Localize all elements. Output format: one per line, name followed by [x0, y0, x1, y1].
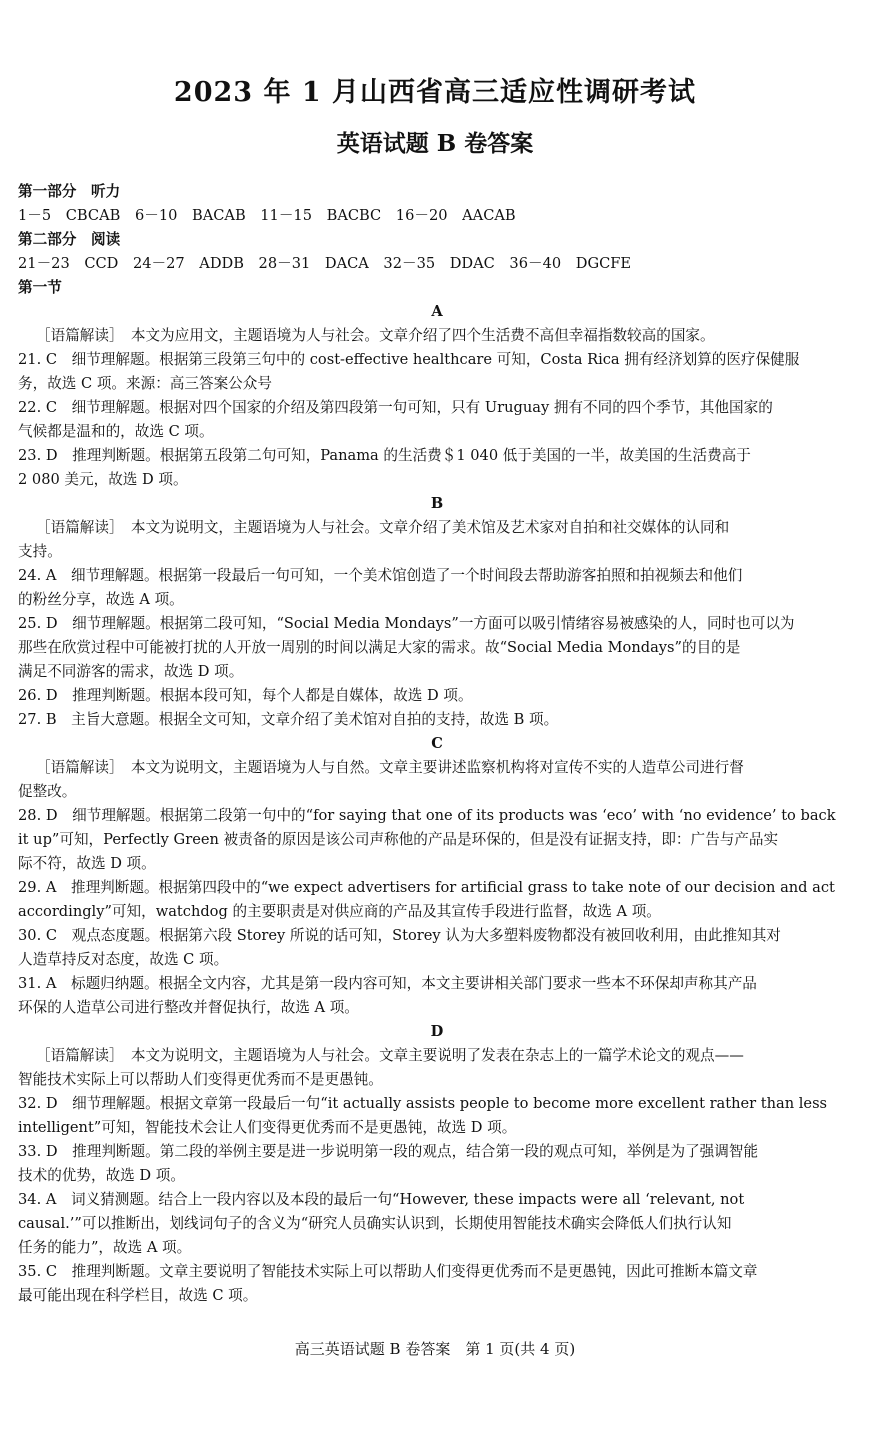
text-line: 最可能出现在科学栏目，故选 C 项。: [18, 1287, 258, 1304]
text-line: intelligent”可知，智能技术会让人们变得更优秀而不是更愚钝，故选 D 项。: [18, 1119, 517, 1136]
answer-body: [18, 180, 856, 1308]
section-heading: 第二部分 阅读: [18, 231, 121, 248]
passage-summary: ［语篇解读］ 本文为说明文，主题语境为人与自然。文章主要讲述监察机构将对宣传不实的人造草公司进行督: [36, 759, 744, 776]
text-line: 23. D 推理判断题。根据第五段第二句可知，Panama 的生活费＄1 040 低于美国的一半，故美国的生活费高于: [18, 447, 751, 464]
text-line: 2 080 美元，故选 D 项。: [18, 471, 188, 488]
text-line: 那些在欣赏过程中可能被打扰的人开放一周别的时间以满足大家的需求。故“Social Media Mondays”的目的是: [18, 639, 741, 656]
passage-heading: C: [431, 735, 443, 752]
text-line: 33. D 推理判断题。第二段的举例主要是进一步说明第一段的观点，结合第一段的观点可知，举例是为了强调智能: [18, 1143, 759, 1160]
text-line: 31. A 标题归纳题。根据全文内容，尤其是第一段内容可知，本文主要讲相关部门要求一些本不环保却声称其产品: [18, 975, 757, 992]
answer-key-subtitle: 英语试题 B 卷答案: [336, 130, 534, 157]
text-line: 促整改。: [18, 783, 77, 800]
passage-summary: ［语篇解读］ 本文为说明文，主题语境为人与社会。文章介绍了美术馆及艺术家对自拍和社交媒体的认同和: [36, 519, 730, 536]
passage-heading: A: [431, 303, 443, 320]
text-line: 21. C 细节理解题。根据第三段第三句中的 cost-effective healthcare 可知，Costa Rica 拥有经济划算的医疗保健服: [18, 351, 800, 368]
exam-title: 2023 年 1 月山西省高三适应性调研考试: [173, 77, 697, 108]
text-line: 28. D 细节理解题。根据第二段第一句中的“for saying that one of its products was ‘eco’ with ‘no evidence’ to back: [18, 807, 836, 824]
text-line: 32. D 细节理解题。根据文章第一段最后一句“it actually assists people to become more excellent rather than less: [18, 1095, 828, 1112]
text-line: 22. C 细节理解题。根据对四个国家的介绍及第四段第一句可知，只有 Uruguay 拥有不同的四个季节，其他国家的: [18, 399, 773, 416]
text-line: 27. B 主旨大意题。根据全文可知，文章介绍了美术馆对自拍的支持，故选 B 项。: [18, 711, 559, 728]
text-line: it up”可知，Perfectly Green 被责备的原因是该公司声称他的产品是环保的，但是没有证据支持，即：广告与产品实: [18, 831, 779, 848]
text-line: 26. D 推理判断题。根据本段可知，每个人都是自媒体，故选 D 项。: [18, 687, 473, 704]
text-line: 29. A 推理判断题。根据第四段中的“we expect advertisers for artificial grass to take note of our decision and act: [18, 879, 835, 896]
text-line: 的粉丝分享，故选 A 项。: [18, 591, 184, 608]
page-footer: 高三英语试题 B 卷答案 第 1 页(共 4 页): [294, 1340, 576, 1358]
text-line: accordingly”可知，watchdog 的主要职责是对供应商的产品及其宣传手段进行监督，故选 A 项。: [18, 903, 661, 920]
text-line: 人造草持反对态度，故选 C 项。: [18, 951, 229, 968]
text-line: 24. A 细节理解题。根据第一段最后一句可知，一个美术馆创造了一个时间段去帮助游客拍照和拍视频去和他们: [18, 567, 743, 584]
text-line: 满足不同游客的需求，故选 D 项。: [18, 663, 244, 680]
text-line: 25. D 细节理解题。根据第二段可知，“Social Media Mondays”一方面可以吸引情绪容易被感染的人，同时也可以为: [18, 615, 795, 632]
text-line: 支持。: [18, 543, 62, 560]
text-line: 任务的能力”，故选 A 项。: [18, 1239, 192, 1256]
passage-summary: ［语篇解读］ 本文为应用文，主题语境为人与社会。文章介绍了四个生活费不高但幸福指数较高的国家。: [36, 327, 715, 344]
section-heading: 第一部分 听力: [18, 183, 121, 200]
passage-heading: B: [430, 495, 444, 512]
passage-heading: D: [430, 1023, 444, 1040]
text-line: causal.’”可以推断出，划线词句子的含义为“研究人员确实认识到，长期使用智能技术确实会降低人们执行认知: [18, 1215, 732, 1232]
text-line: 环保的人造草公司进行整改并督促执行，故选 A 项。: [18, 999, 359, 1016]
text-line: 际不符，故选 D 项。: [18, 855, 156, 872]
text-line: 21－23 CCD 24－27 ADDB 28－31 DACA 32－35 DDAC 36－40 DGCFE: [18, 255, 632, 272]
section-heading: 第一节: [18, 279, 62, 296]
passage-summary: ［语篇解读］ 本文为说明文，主题语境为人与社会。文章主要说明了发表在杂志上的一篇学术论文的观点——: [36, 1047, 744, 1064]
text-line: 34. A 词义猜测题。结合上一段内容以及本段的最后一句“However, these impacts were all ‘relevant, not: [18, 1191, 745, 1208]
text-line: 技术的优势，故选 D 项。: [18, 1167, 185, 1184]
text-line: 30. C 观点态度题。根据第六段 Storey 所说的话可知，Storey 认为大多塑料废物都没有被回收利用，由此推知其对: [18, 927, 781, 944]
text-line: 务，故选 C 项。来源：高三答案公众号: [18, 375, 272, 392]
text-line: 智能技术实际上可以帮助人们变得更优秀而不是更愚钝。: [18, 1071, 383, 1088]
text-line: 35. C 推理判断题。文章主要说明了智能技术实际上可以帮助人们变得更优秀而不是更愚钝，因此可推断本篇文章: [18, 1263, 758, 1280]
text-line: 1－5 CBCAB 6－10 BACAB 11－15 BACBC 16－20 AACAB: [18, 207, 516, 224]
text-line: 气候都是温和的，故选 C 项。: [18, 423, 214, 440]
